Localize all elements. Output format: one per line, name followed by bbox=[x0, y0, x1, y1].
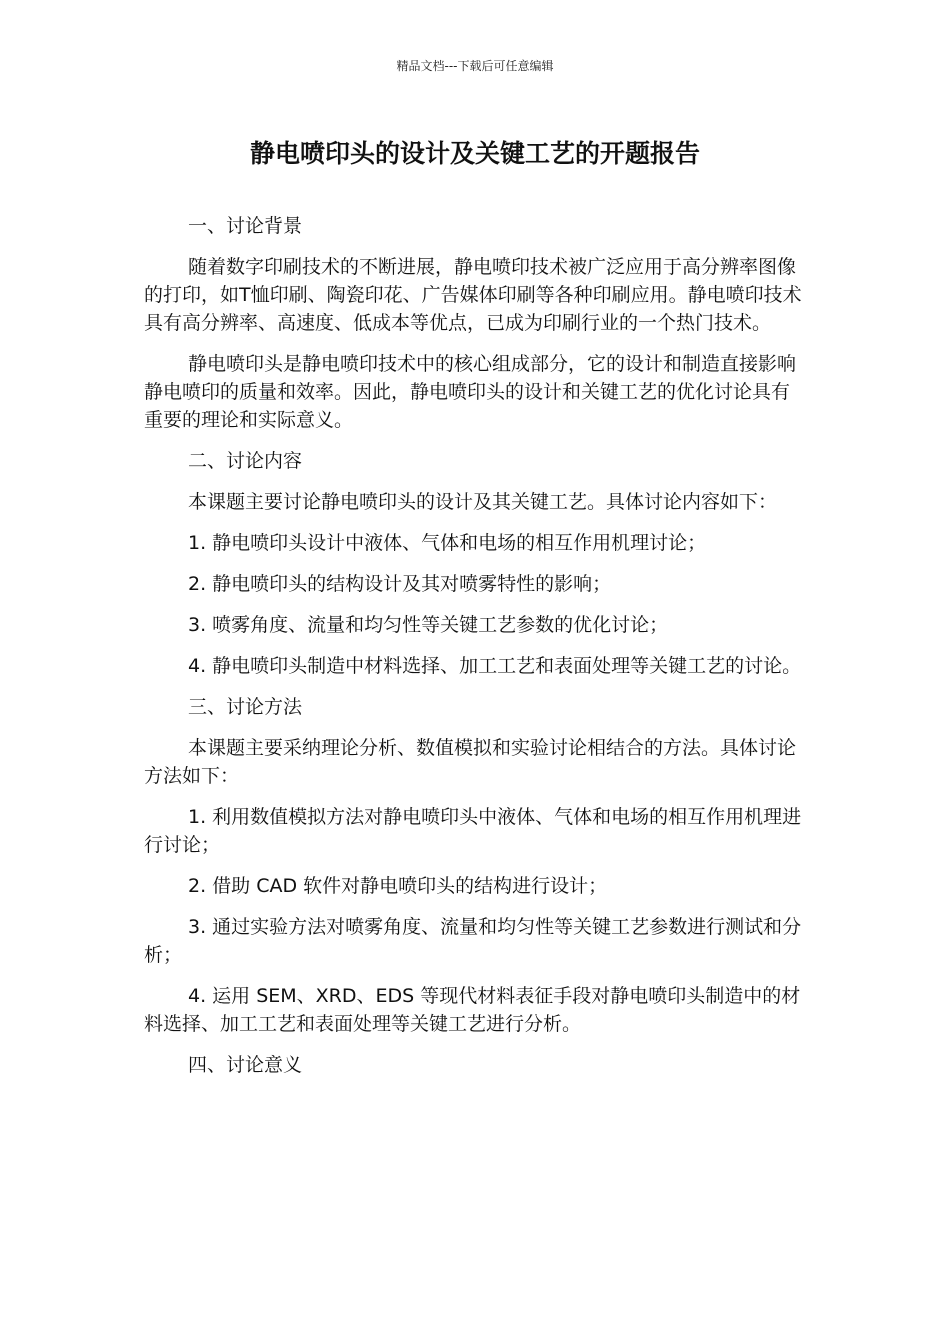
section-heading-content: 二、讨论内容 bbox=[188, 450, 303, 472]
paragraph: 本课题主要采纳理论分析、数值模拟和实验讨论相结合的方法。具体讨论方法如下： bbox=[144, 737, 797, 787]
list-item: 3. 喷雾角度、流量和均匀性等关键工艺参数的优化讨论； bbox=[188, 614, 669, 636]
list-item: 2. 静电喷印头的结构设计及其对喷雾特性的影响； bbox=[188, 573, 612, 595]
paragraph: 本课题主要讨论静电喷印头的设计及其关键工艺。具体讨论内容如下： bbox=[188, 491, 778, 513]
paragraph: 随着数字印刷技术的不断进展，静电喷印技术被广泛应用于高分辨率图像的打印，如T恤印刷、陶瓷印花、广告媒体印刷等各种印刷应用。静电喷印技术具有高分辨率、高速度、低成本等优点，已成为印刷行业的一个热门技术。 bbox=[144, 256, 802, 334]
list-item: 4. 运用 SEM、XRD、EDS 等现代材料表征手段对静电喷印头制造中的材料选择、加工工艺和表面处理等关键工艺进行分析。 bbox=[144, 985, 801, 1035]
list-item: 2. 借助 CAD 软件对静电喷印头的结构进行设计； bbox=[188, 875, 608, 897]
section-heading-significance: 四、讨论意义 bbox=[188, 1054, 303, 1076]
document-title: 静电喷印头的设计及关键工艺的开题报告 bbox=[249, 139, 700, 168]
document-body bbox=[144, 212, 804, 1092]
list-item: 1. 利用数值模拟方法对静电喷印头中液体、气体和电场的相互作用机理进行讨论； bbox=[144, 806, 802, 856]
list-item: 4. 静电喷印头制造中材料选择、加工工艺和表面处理等关键工艺的讨论。 bbox=[188, 655, 802, 677]
section-heading-methods: 三、讨论方法 bbox=[188, 696, 303, 718]
list-item: 1. 静电喷印头设计中液体、气体和电场的相互作用机理讨论； bbox=[188, 532, 707, 554]
list-item: 3. 通过实验方法对喷雾角度、流量和均匀性等关键工艺参数进行测试和分析； bbox=[144, 916, 802, 966]
page-header: 精品文档---下载后可任意编辑 bbox=[396, 59, 554, 73]
section-heading-background: 一、讨论背景 bbox=[188, 215, 303, 237]
paragraph: 静电喷印头是静电喷印技术中的核心组成部分，它的设计和制造直接影响静电喷印的质量和效率。因此，静电喷印头的设计和关键工艺的优化讨论具有重要的理论和实际意义。 bbox=[144, 353, 797, 431]
